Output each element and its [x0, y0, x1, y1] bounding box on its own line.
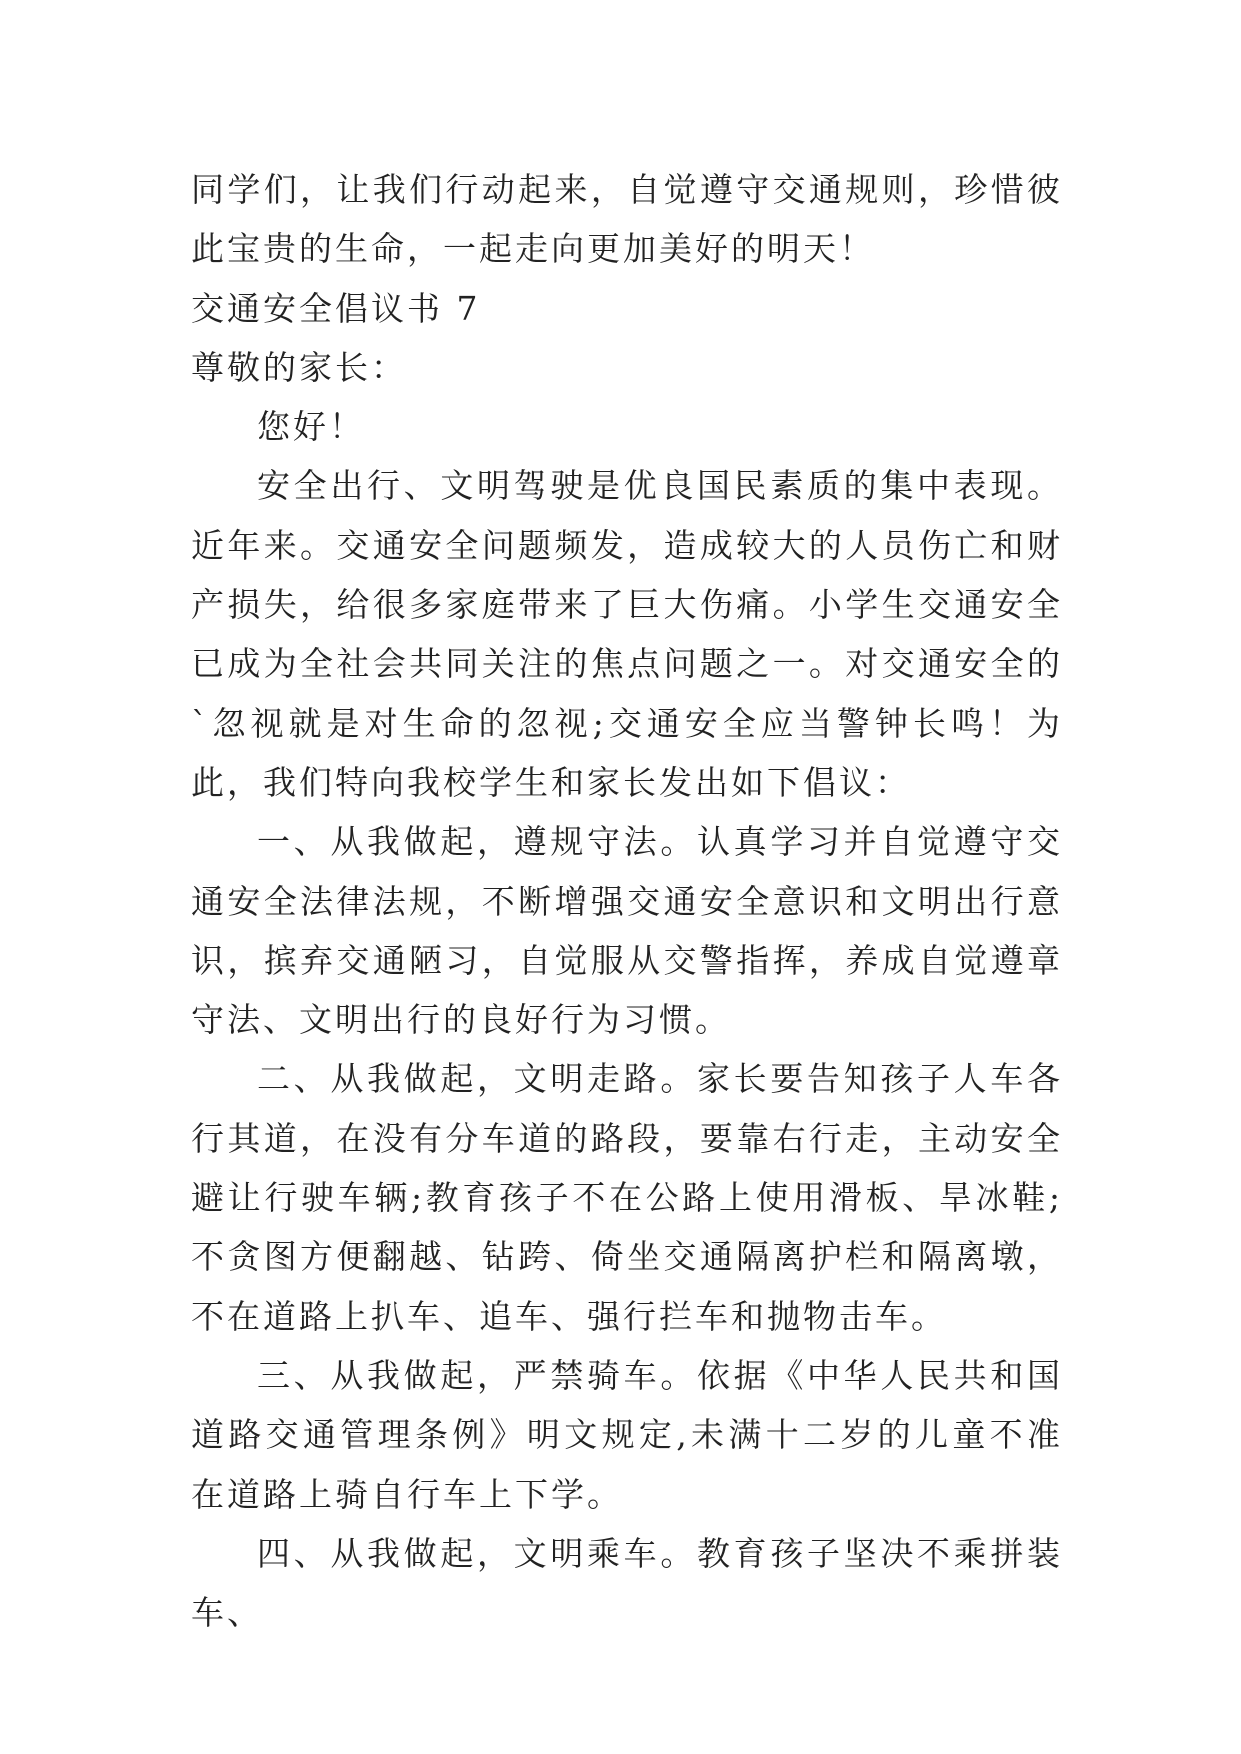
section-title: 交通安全倡议书 7: [191, 288, 481, 328]
greeting: 您好！: [257, 407, 365, 447]
proposal-item-3: 三、从我做起，严禁骑车。依据《中华人民共和国道路交通管理条例》明文规定,未满十二岁的儿童不准在道路上骑自行车上下学。: [191, 1355, 1063, 1514]
proposal-item-2: 二、从我做起，文明走路。家长要告知孩子人车各行其道，在没有分车道的路段，要靠右行走，主动安全避让行驶车辆;教育孩子不在公路上使用滑板、旱冰鞋;不贪图方便翻越、钻跨、倚坐交通隔离护栏和隔离墩，不在道路上扒车、追车、强行拦车和抛物击车。: [191, 1059, 1063, 1336]
closing-paragraph: 同学们，让我们行动起来，自觉遵守交通规则，珍惜彼此宝贵的生命，一起走向更加美好的明天！: [191, 170, 1063, 269]
intro-paragraph: 安全出行、文明驾驶是优良国民素质的集中表现。近年来。交通安全问题频发，造成较大的人员伤亡和财产损失，给很多家庭带来了巨大伤痛。小学生交通安全已成为全社会共同关注的焦点问题之一。对交通安全的`忽视就是对生命的忽视;交通安全应当警钟长鸣！为此，我们特向我校学生和家长发出如下倡议：: [191, 466, 1063, 802]
document-body: [191, 160, 1063, 1642]
proposal-item-4: 四、从我做起，文明乘车。教育孩子坚决不乘拼装车、: [191, 1533, 1063, 1633]
salutation: 尊敬的家长：: [191, 347, 407, 387]
proposal-item-1: 一、从我做起，遵规守法。认真学习并自觉遵守交通安全法律法规，不断增强交通安全意识和文明出行意识，摈弃交通陋习，自觉服从交警指挥，养成自觉遵章守法、文明出行的良好行为习惯。: [191, 822, 1063, 1040]
